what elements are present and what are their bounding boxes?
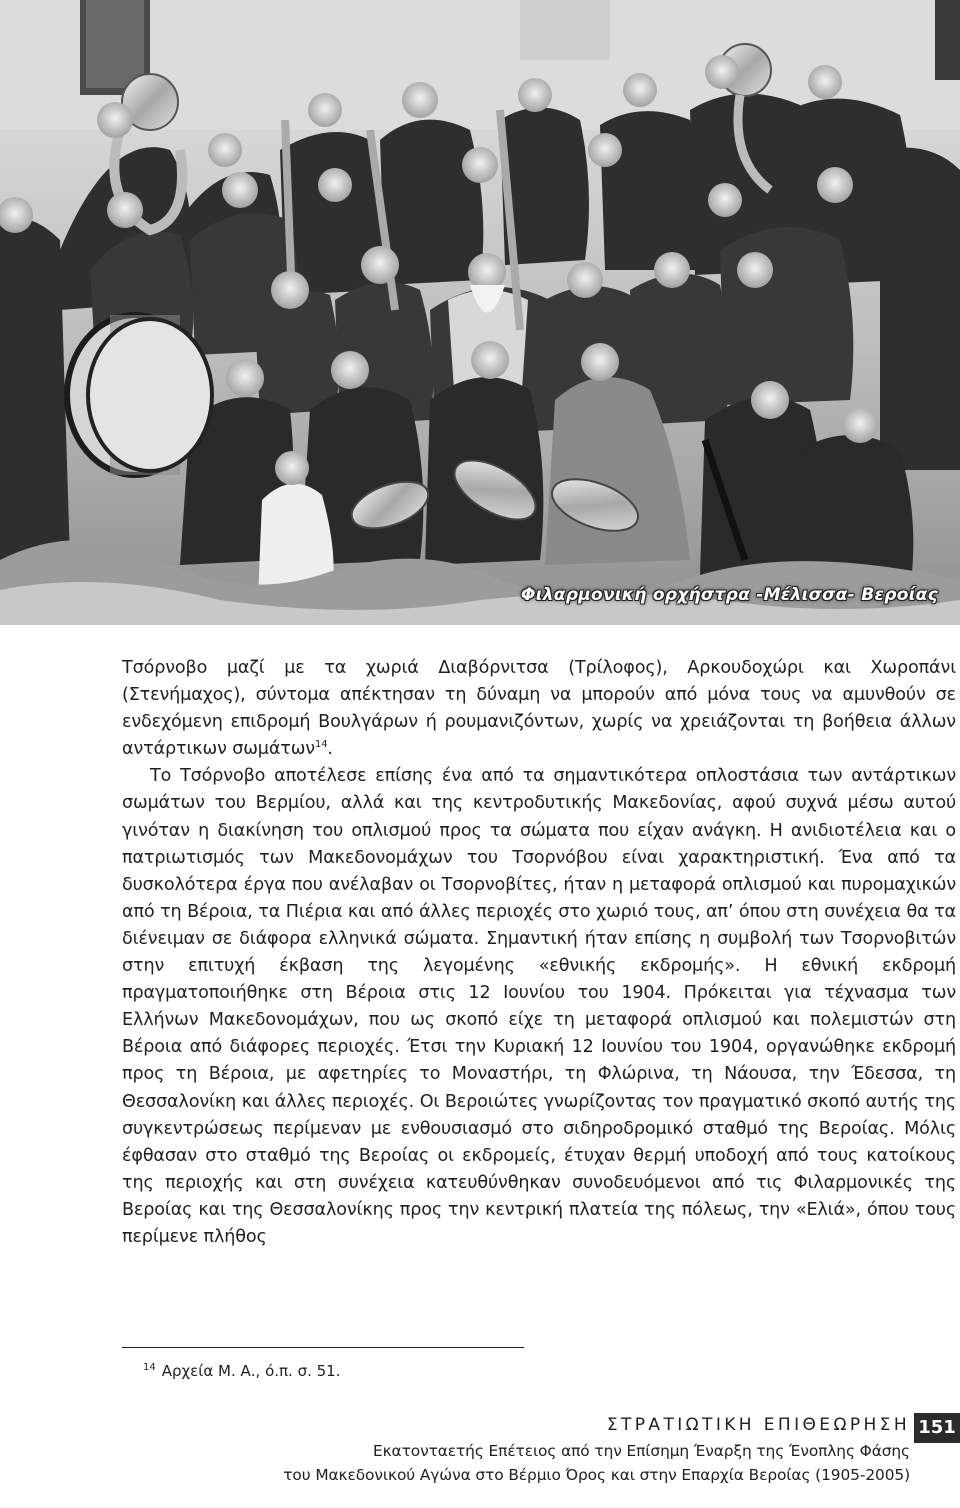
paragraph-2: Το Τσόρνοβο αποτέλεσε επίσης ένα από τα σημαντικότερα οπλοστάσια των αντάρτικων σωμάτων του Βερμίου, αλλά και της κεντροδυτικής Μακεδονίας, αφού συχνά μέσω αυτού γινόταν η διακίνηση του οπλισμού προς τα σώματα που είχαν ανάγκη. Η ανιδιοτέλεια και ο πατριωτισμός των Μακεδονομάχων του Τσορνόβου είναι χαρακτηριστική. Ένα από τα δυσκολότερα έργα που ανέλαβαν οι Τσορνοβίτες, ήταν η μεταφορά οπλισμού και πυρομαχικών από τη Βέροια, τα Πιέρια και από άλλες περιοχές στο χωριό τους, απ’ όπου στη συνέχεια θα τα διένειμαν σε διάφορα ελληνικά σώματα. Σημαντική ήταν επίσης η συμβολή των Τσορνοβιτών στην επιτυχή έκβαση της λεγομένης «εθνικής εκδρομής». Η εθνική εκδρομή πραγματοποιήθηκε στη Βέροια στις 12 Ιουνίου του 1904. Πρόκειται για τέχνασμα των Ελλήνων Μακεδονομάχων, που ως σκοπό είχε τη μεταφορά οπλισμού και πολεμιστών στη Βέροια από διάφορες περιοχές. Έτσι την Κυριακή 12 Ιουνίου του 1904, οργανώθηκε εκδρομή προς τη Βέροια, με αφετηρίες το Μοναστήρι, τη Φλώρινα, τη Νάουσα, την Έδεσσα, τη Θεσσαλονίκη και άλλες περιοχές. Οι Βεροιώτες γνωρίζοντας τον πραγματικό σκοπό αυτής της συγκεντρώσεως περίμεναν με ενθουσιασμό στο σιδηροδρομικό σταθμό της Βεροίας. Μόλις έφθασαν στο σταθμό της Βεροίας οι εκδρομείς, έτυχαν θερμή υποδοχή από τους κατοίκους της περιοχής και στη συνέχεια κατευθύνθηκαν συνοδευόμενοι από τις Φιλαρμονικές της Βεροίας και της Θεσσαλονίκης προς την κεντρική πλατεία της πόλεως, την «Ελιά», όπου τους περίμενε πλήθος [122, 766, 956, 1247]
footnote-text: Αρχεία Μ. Α., ό.π. σ. 51. [161, 1362, 341, 1380]
band-photograph [0, 0, 960, 625]
paragraph-1 [122, 655, 956, 763]
journal-title: ΣΤΡΑΤΙΩΤΙΚΗ ΕΠΙΘΕΩΡΗΣΗ [606, 1415, 910, 1435]
footer-subtitle-line-2: του Μακεδονικού Αγώνα στο Βέρμιο Όρος και στην Επαρχία Βεροίας (1905-2005) [283, 1466, 910, 1484]
footnote-ref[interactable]: 14 [314, 739, 328, 751]
band-photograph-illustration [0, 0, 960, 625]
article-body [122, 655, 956, 1251]
paragraph-1-text: Τσόρνοβο μαζί με τα χωριά Διαβόρνιτσα (Τρίλοφος), Αρκουδοχώρι και Χωροπάνι (Στενήμαχος), σύντομα απέκτησαν τη δύναμη να μπορούν από μόνα τους να αμυνθούν σε ενδεχόμενη επιδρομή Βουλγάρων ή ρουμανιζόντων, χωρίς να χρειάζονται τη βοήθεια άλλων αντάρτικων σωμάτων [122, 658, 956, 760]
footnote-number: 14 [143, 1362, 156, 1373]
footer-subtitle-line-1: Εκατονταετής Επέτειος από την Επίσημη Έναρξη της Ένοπλης Φάσης [372, 1442, 910, 1460]
footnote-divider [122, 1347, 524, 1348]
footnote [143, 1362, 340, 1380]
page-number: 151 [914, 1413, 960, 1443]
paragraph-1-period: . [327, 739, 333, 760]
photo-caption: Φιλαρμονική ορχήστρα -Μέλισσα- Βεροίας [521, 585, 938, 605]
